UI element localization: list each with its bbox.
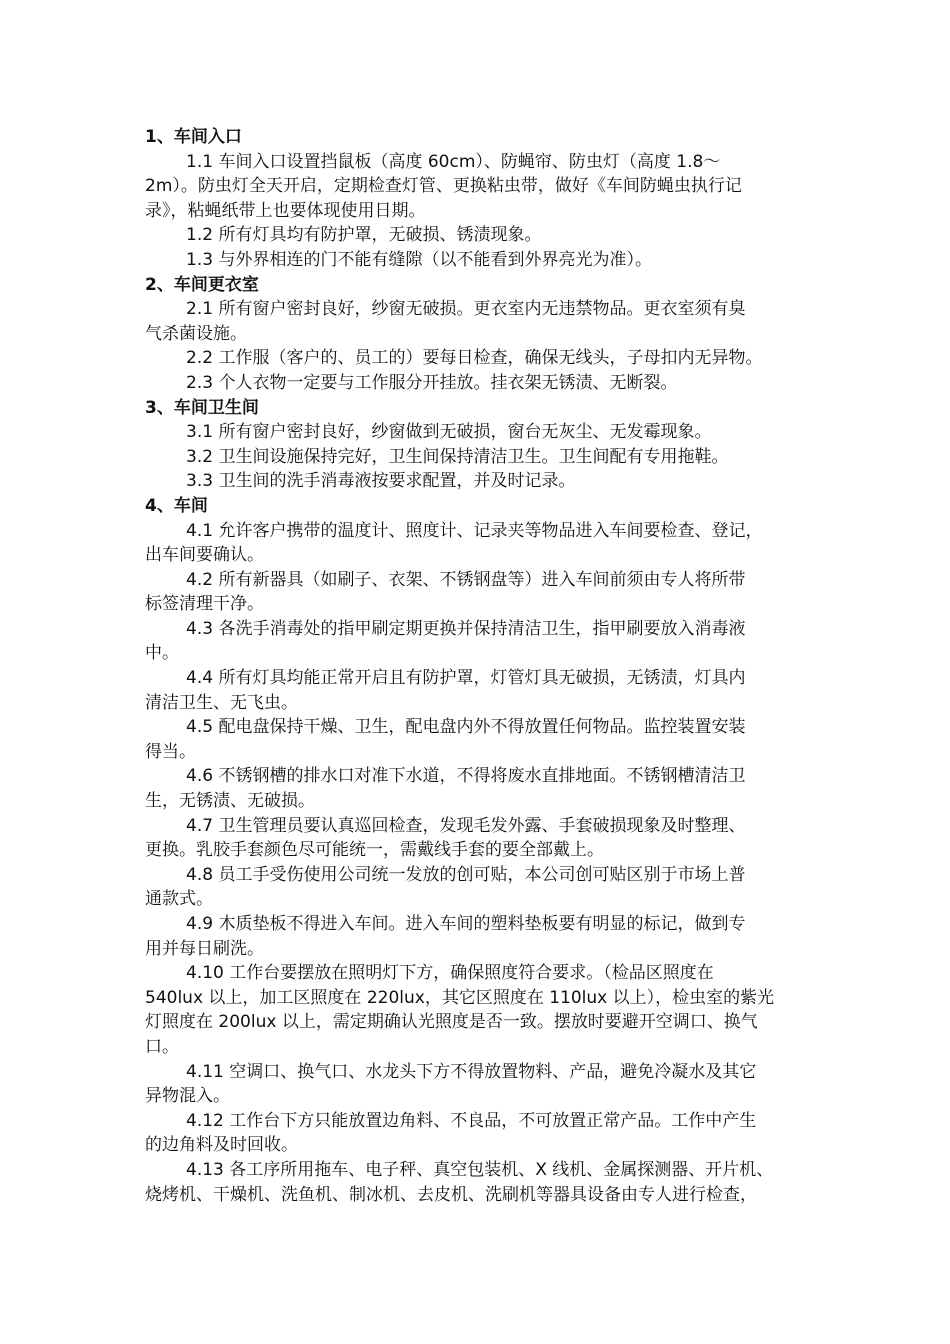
text-line: 灯照度在 200lux 以上，需定期确认光照度是否一致。摆放时要避开空调口、换气 <box>145 1012 758 1033</box>
text-line: 2.2 工作服（客户的、员工的）要每日检查，确保无线头，子母扣内无异物。 <box>186 348 763 369</box>
section <box>145 494 810 1207</box>
text-line: 烧烤机、干燥机、洗鱼机、制冰机、去皮机、洗刷机等器具设备由专人进行检查， <box>145 1184 757 1205</box>
section <box>145 396 810 494</box>
section-heading: 3、车间卫生间 <box>145 397 259 418</box>
text-line: 更换。乳胶手套颜色尽可能统一，需戴线手套的要全部戴上。 <box>145 840 604 861</box>
text-line: 2.3 个人衣物一定要与工作服分开挂放。挂衣架无锈渍、无断裂。 <box>186 372 678 393</box>
text-line: 4.10 工作台要摆放在照明灯下方，确保照度符合要求。（检品区照度在 <box>186 963 714 984</box>
text-line: 4.11 空调口、换气口、水龙头下方不得放置物料、产品，避免冷凝水及其它 <box>186 1061 757 1082</box>
section <box>145 125 810 273</box>
text-line: 4.3 各洗手消毒处的指甲刷定期更换并保持清洁卫生，指甲刷要放入消毒液 <box>186 618 746 639</box>
paragraph <box>145 715 810 764</box>
paragraph <box>145 519 810 568</box>
text-line: 4.13 各工序所用拖车、电子秤、真空包装机、X 线机、金属探测器、开片机、 <box>186 1159 774 1180</box>
text-line: 2.1 所有窗户密封良好，纱窗无破损。更衣室内无违禁物品。更衣室须有臭 <box>186 299 746 320</box>
text-line: 1.2 所有灯具均有防护罩，无破损、锈渍现象。 <box>186 225 542 246</box>
text-line: 用并每日刷洗。 <box>145 938 264 959</box>
paragraph <box>145 912 810 961</box>
paragraph <box>145 420 810 445</box>
text-line: 4.6 不锈钢槽的排水口对准下水道，不得将废水直排地面。不锈钢槽清洁卫 <box>186 766 746 787</box>
text-line: 出车间要确认。 <box>145 545 264 566</box>
text-line: 4.8 员工手受伤使用公司统一发放的创可贴，本公司创可贴区别于市场上普 <box>186 864 746 885</box>
paragraph <box>145 469 810 494</box>
text-line: 录》，粘蝇纸带上也要体现使用日期。 <box>145 200 426 221</box>
section <box>145 273 810 396</box>
text-line: 4.12 工作台下方只能放置边角料、不良品，不可放置正常产品。工作中产生 <box>186 1110 757 1131</box>
text-line: 3.3 卫生间的洗手消毒液按要求配置，并及时记录。 <box>186 471 576 492</box>
paragraph <box>145 814 810 863</box>
text-line: 4.1 允许客户携带的温度计、照度计、记录夹等物品进入车间要检查、登记， <box>186 520 763 541</box>
text-line: 1.1 车间入口设置挡鼠板（高度 60cm）、防蝇帘、防虫灯（高度 1.8～ <box>186 151 721 172</box>
paragraph <box>145 568 810 617</box>
paragraph <box>145 666 810 715</box>
text-line: 4.2 所有新器具（如刷子、衣架、不锈钢盘等）进入车间前须由专人将所带 <box>186 569 746 590</box>
text-line: 540lux 以上，加工区照度在 220lux，其它区照度在 110lux 以上），检虫室的紫光 <box>145 987 775 1008</box>
text-line: 通款式。 <box>145 889 213 910</box>
paragraph <box>145 1060 810 1109</box>
section-heading: 1、车间入口 <box>145 127 242 147</box>
text-line: 生，无锈渍、无破损。 <box>145 791 315 812</box>
text-line: 4.5 配电盘保持干燥、卫生，配电盘内外不得放置任何物品。监控装置安装 <box>186 717 746 738</box>
text-line: 3.2 卫生间设施保持完好，卫生间保持清洁卫生。卫生间配有专用拖鞋。 <box>186 446 729 467</box>
text-line: 中。 <box>145 643 179 664</box>
text-line: 异物混入。 <box>145 1086 230 1107</box>
paragraph <box>145 248 810 273</box>
paragraph <box>145 617 810 666</box>
paragraph <box>145 346 810 371</box>
text-line: 4.9 木质垫板不得进入车间。进入车间的塑料垫板要有明显的标记，做到专 <box>186 914 746 934</box>
paragraph <box>145 961 810 1059</box>
section-heading: 2、车间更衣室 <box>145 274 259 295</box>
text-line: 1.3 与外界相连的门不能有缝隙（以不能看到外界亮光为准）。 <box>186 249 652 270</box>
paragraph <box>145 223 810 248</box>
text-line: 的边角料及时回收。 <box>145 1135 298 1156</box>
paragraph <box>145 445 810 470</box>
paragraph <box>145 1158 810 1207</box>
paragraph <box>145 371 810 396</box>
document-body <box>145 125 810 1207</box>
text-line: 2m）。防虫灯全天开启，定期检查灯管、更换粘虫带，做好《车间防蝇虫执行记 <box>145 176 742 197</box>
paragraph <box>145 764 810 813</box>
text-line: 清洁卫生、无飞虫。 <box>145 692 298 713</box>
text-line: 4.4 所有灯具均能正常开启且有防护罩，灯管灯具无破损，无锈渍，灯具内 <box>186 668 746 689</box>
paragraph <box>145 150 810 224</box>
text-line: 得当。 <box>145 741 196 762</box>
text-line: 气杀菌设施。 <box>145 323 247 344</box>
text-line: 4.7 卫生管理员要认真巡回检查，发现毛发外露、手套破损现象及时整理、 <box>186 815 746 836</box>
section-heading: 4、车间 <box>145 495 208 516</box>
text-line: 3.1 所有窗户密封良好，纱窗做到无破损，窗台无灰尘、无发霉现象。 <box>186 422 712 443</box>
paragraph <box>145 297 810 346</box>
paragraph <box>145 863 810 912</box>
paragraph <box>145 1109 810 1158</box>
text-line: 标签清理干净。 <box>145 594 264 615</box>
text-line: 口。 <box>145 1036 179 1057</box>
